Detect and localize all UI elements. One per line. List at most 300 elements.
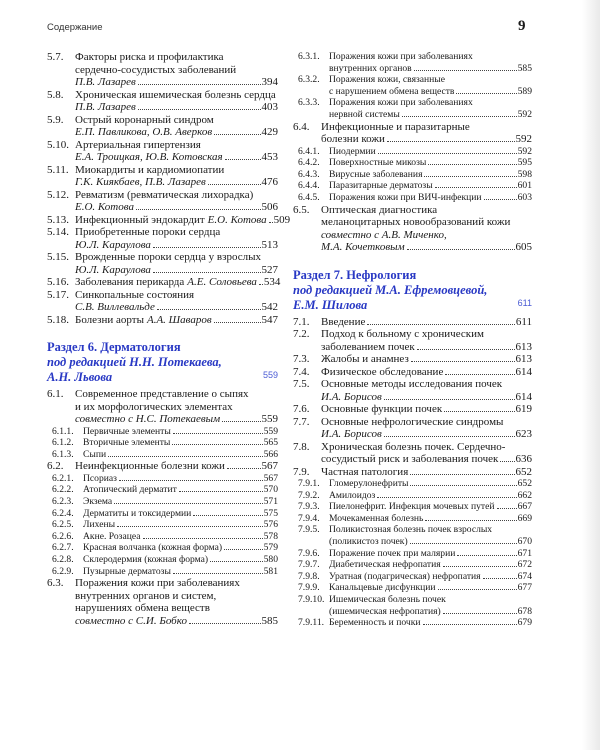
section-page: 611 — [517, 297, 532, 308]
running-title: Содержание — [47, 22, 103, 33]
entry-title: Врожденные пороки сердца у взрослых — [75, 251, 262, 263]
entry-number: 6.2.5. — [52, 519, 74, 531]
page-edge-shadow — [582, 0, 600, 750]
entry-title: Неинфекционные болезни кожи — [75, 460, 225, 473]
toc-line — [47, 164, 278, 177]
entry-title: с нарушением обмена веществ — [329, 85, 455, 97]
entry-page: 614 — [515, 365, 532, 378]
entry-title: Уратная (подагрическая) нефропатия — [329, 570, 481, 582]
toc-line — [293, 441, 532, 454]
toc-line — [293, 478, 532, 490]
entry-title: Инфекционные и паразитарные — [321, 120, 470, 133]
entry-number: 7.8. — [293, 440, 310, 453]
dot-leader — [384, 399, 515, 400]
toc-entry[interactable] — [293, 548, 532, 560]
entry-page: 589 — [517, 85, 532, 97]
toc-line — [47, 554, 278, 566]
toc-entry[interactable] — [47, 577, 278, 627]
dot-leader — [153, 272, 261, 273]
toc-entry[interactable] — [293, 328, 532, 353]
toc-entry[interactable] — [47, 566, 278, 578]
dot-leader — [225, 159, 261, 160]
entry-number: 7.9.1. — [298, 478, 320, 490]
entry-number: 7.9. — [293, 465, 310, 478]
dot-leader — [387, 141, 515, 142]
entry-number: 5.10. — [47, 138, 69, 151]
entry-title: сердечно-сосудистых заболеваний — [75, 63, 237, 76]
dot-leader — [138, 84, 261, 85]
toc-entry[interactable] — [293, 204, 532, 254]
toc-line — [47, 449, 278, 461]
dot-leader — [456, 93, 516, 94]
toc-entry[interactable] — [293, 192, 532, 204]
entry-page: 581 — [263, 565, 278, 577]
entry-title: нервной системы — [329, 108, 400, 120]
toc-line — [293, 86, 532, 98]
toc-entry[interactable] — [293, 501, 532, 513]
entry-page: 513 — [261, 238, 278, 251]
dot-leader — [117, 526, 263, 527]
entry-number: 7.9.11. — [298, 617, 325, 629]
entry-number: 6.1.3. — [52, 448, 74, 460]
entry-number: 7.2. — [293, 328, 310, 341]
entry-page: 567 — [263, 472, 278, 484]
entry-number: 6.2.6. — [52, 530, 74, 542]
toc-entry[interactable] — [293, 478, 532, 490]
toc-entry[interactable] — [47, 251, 278, 276]
dot-leader — [500, 461, 514, 462]
toc-entry[interactable] — [293, 571, 532, 583]
entry-number: 6.2.9. — [52, 565, 74, 577]
toc-entry[interactable] — [47, 531, 278, 543]
section-editors: под редакцией Н.Н. Потекаева, — [47, 355, 222, 369]
toc-line — [293, 353, 532, 366]
entry-author: Ю.Л. Караулова — [75, 263, 151, 276]
entry-number: 7.9.7. — [298, 559, 320, 571]
entry-page: 559 — [263, 425, 278, 437]
toc-entry[interactable] — [47, 388, 278, 426]
toc-entry[interactable] — [293, 416, 532, 441]
entry-page: 603 — [517, 191, 532, 203]
entry-title: меланоцитарных новообразований кожи — [321, 216, 511, 229]
entry-title: Ревматизм (ревматическая лихорадка) — [75, 188, 254, 201]
section-heading — [293, 268, 532, 313]
entry-title: Ишемическая болезнь почек — [329, 593, 446, 605]
dot-leader — [384, 436, 515, 437]
dot-leader — [172, 444, 262, 445]
entry-page: 575 — [263, 507, 278, 519]
entry-number: 6.4. — [293, 120, 310, 133]
toc-line — [293, 97, 532, 109]
toc-line — [47, 413, 278, 426]
entry-number: 6.1.1. — [52, 425, 74, 437]
entry-page: 672 — [517, 559, 532, 571]
toc-entry[interactable] — [47, 289, 278, 314]
toc-line — [47, 64, 278, 77]
entry-page: 585 — [517, 62, 532, 74]
entry-title: Современное представление о сыпях — [75, 388, 249, 400]
dot-leader — [378, 153, 517, 154]
entry-title: Частная патология — [321, 465, 409, 478]
dot-leader — [435, 187, 517, 188]
toc-entry[interactable] — [47, 508, 278, 520]
toc-entry[interactable] — [47, 189, 278, 214]
entry-number: 6.2. — [47, 460, 64, 473]
dot-leader — [425, 520, 516, 521]
entry-number: 7.5. — [293, 378, 310, 391]
toc-entry[interactable] — [293, 466, 532, 479]
dot-leader — [214, 134, 260, 135]
section-heading — [47, 340, 278, 385]
entry-page: 403 — [261, 101, 278, 113]
toc-entry[interactable] — [293, 146, 532, 158]
entry-page: 576 — [263, 519, 278, 531]
dot-leader — [153, 247, 261, 248]
toc-line — [47, 615, 278, 628]
entry-author: П.В. Лазарев — [75, 101, 136, 113]
entry-title: (поликистоз почек) — [329, 536, 408, 547]
dot-leader — [457, 555, 516, 556]
toc-line — [293, 133, 532, 146]
dot-leader — [208, 184, 261, 185]
entry-author: Е.О. Котова — [75, 201, 134, 213]
toc-line — [293, 241, 532, 254]
entry-number: 7.9.5. — [298, 524, 320, 536]
entry-page: 613 — [515, 340, 532, 353]
toc-entry[interactable] — [47, 460, 278, 473]
toc-entry[interactable] — [293, 121, 532, 146]
entry-number: 5.13. — [47, 213, 69, 226]
toc-entry[interactable] — [47, 437, 278, 449]
toc-entry[interactable] — [293, 169, 532, 181]
dot-leader — [108, 456, 262, 457]
entry-number: 6.3.2. — [298, 74, 320, 86]
entry-page: 566 — [263, 448, 278, 460]
entry-title: Паразитарные дерматозы — [329, 180, 433, 192]
toc-entry[interactable] — [293, 316, 532, 329]
toc-line — [47, 484, 278, 496]
toc-entry[interactable] — [47, 519, 278, 531]
toc-line — [47, 289, 278, 302]
toc-entry[interactable] — [47, 213, 291, 227]
entry-number: 5.15. — [47, 251, 69, 263]
toc-entry[interactable] — [293, 594, 532, 617]
dot-leader — [411, 361, 515, 362]
dot-leader — [410, 485, 516, 486]
entry-number: 7.3. — [293, 353, 310, 366]
entry-title: Оптическая диагностика — [321, 203, 438, 216]
toc-line — [47, 566, 278, 578]
entry-page: 652 — [517, 478, 532, 490]
toc-entry[interactable] — [293, 74, 532, 97]
dot-leader — [443, 566, 517, 567]
entry-page: 509 — [273, 213, 291, 226]
entry-page: 592 — [517, 108, 532, 120]
entry-page: 595 — [517, 157, 532, 169]
entry-number: 5.14. — [47, 226, 69, 238]
entry-number: 7.9.10. — [298, 593, 325, 605]
dot-leader — [179, 491, 263, 492]
entry-title: Поражения кожи при заболеваниях — [329, 51, 473, 62]
entry-title: Сыпи — [83, 448, 107, 460]
entry-number: 6.1.2. — [52, 437, 74, 449]
entry-number: 6.4.3. — [298, 168, 320, 180]
entry-title: Жалобы и анамнез — [321, 353, 409, 366]
toc-line — [47, 508, 278, 520]
entry-page: 614 — [515, 390, 532, 403]
toc-line — [293, 328, 532, 341]
entry-number: 7.9.9. — [298, 582, 320, 594]
entry-page: 534 — [263, 276, 281, 288]
toc-entry[interactable] — [47, 276, 281, 289]
toc-entry[interactable] — [47, 51, 278, 89]
entry-number: 6.2.8. — [52, 553, 74, 565]
entry-title: Поражение почек при малярии — [329, 547, 456, 559]
entry-title: внутренних органов — [329, 62, 412, 74]
toc-line — [293, 51, 532, 63]
toc-entry[interactable] — [293, 524, 532, 547]
entry-title: нарушениях обмена веществ — [75, 602, 210, 615]
entry-number: 6.3. — [47, 577, 64, 590]
entry-page: 671 — [517, 547, 532, 559]
toc-line — [293, 204, 532, 217]
entry-title: Хроническая ишемическая болезнь сердца — [75, 88, 276, 101]
toc-entry[interactable] — [293, 559, 532, 571]
entry-page: 547 — [261, 313, 278, 326]
toc-entry[interactable] — [47, 449, 278, 461]
toc-line — [47, 531, 278, 543]
toc-line — [293, 216, 532, 229]
entry-number: 7.9.2. — [298, 489, 320, 501]
dot-leader — [443, 613, 517, 614]
toc-entry[interactable] — [293, 157, 532, 169]
toc-entry[interactable] — [293, 180, 532, 192]
dot-leader — [259, 284, 263, 285]
dot-leader — [224, 549, 263, 550]
toc-line — [293, 229, 532, 242]
toc-line — [47, 189, 278, 202]
dot-leader — [444, 411, 514, 412]
toc-entry[interactable] — [293, 617, 532, 629]
toc-entry[interactable] — [47, 426, 278, 438]
entry-title: Миокардиты и кардиомиопатии — [75, 163, 225, 176]
toc-line — [293, 466, 532, 479]
toc-line — [293, 121, 532, 134]
entry-title: Физическое обследование — [321, 365, 444, 378]
entry-title: Факторы риска и профилактика — [75, 51, 224, 63]
entry-page: 613 — [515, 353, 532, 366]
toc-line — [47, 126, 278, 139]
dot-leader — [119, 480, 263, 481]
entry-number: 5.16. — [47, 276, 69, 288]
entry-number: 5.7. — [47, 51, 64, 63]
entry-page: 636 — [515, 453, 532, 466]
entry-page: 527 — [261, 263, 278, 276]
toc-line — [293, 180, 532, 192]
toc-entry[interactable] — [293, 353, 532, 366]
toc-line — [47, 577, 278, 590]
dot-leader — [377, 497, 516, 498]
toc-line — [293, 571, 532, 583]
dot-leader — [410, 543, 517, 544]
toc-line — [293, 513, 532, 525]
entry-author: Ю.Л. Караулова — [75, 238, 151, 251]
entry-title: Болезни аорты — [75, 313, 144, 326]
toc-line — [47, 519, 278, 531]
entry-number: 5.12. — [47, 188, 69, 201]
dot-leader — [417, 349, 515, 350]
dot-leader — [143, 538, 263, 539]
entry-author: совместно с С.И. Бобко — [75, 614, 187, 627]
entry-title: Острый коронарный синдром — [75, 113, 214, 126]
toc-entry[interactable] — [47, 226, 278, 251]
entry-title: Поверхностные микозы — [329, 157, 427, 169]
entry-title: Введение — [321, 315, 366, 328]
entry-title: и их морфологических элементах — [75, 400, 233, 413]
entry-page: 662 — [517, 489, 532, 501]
dot-leader — [484, 199, 517, 200]
entry-number: 7.9.6. — [298, 547, 320, 559]
entry-title: Мочекаменная болезнь — [329, 512, 424, 524]
toc-entry[interactable] — [47, 114, 278, 139]
toc-entry[interactable] — [293, 97, 532, 120]
toc-line — [47, 426, 278, 438]
entry-title: Акне. Розацеа — [83, 530, 141, 542]
dot-leader — [367, 324, 515, 325]
toc-line — [47, 590, 278, 603]
toc-entry[interactable] — [293, 51, 532, 74]
entry-number: 6.3.3. — [298, 97, 320, 109]
entry-number: 6.2.7. — [52, 542, 74, 554]
toc-line — [293, 453, 532, 466]
toc-line — [47, 473, 278, 485]
toc-line — [293, 403, 532, 416]
toc-line — [293, 428, 532, 441]
entry-page: 601 — [517, 180, 532, 192]
toc-line — [293, 341, 532, 354]
toc-line — [47, 101, 278, 114]
dot-leader — [269, 222, 273, 223]
entry-page: 592 — [515, 133, 532, 146]
entry-page: 598 — [517, 168, 532, 180]
dot-leader — [157, 309, 261, 310]
toc-line — [47, 251, 278, 264]
entry-title: Синкопальные состояния — [75, 288, 195, 301]
toc-line — [293, 524, 532, 536]
entry-title: Поражения кожи при заболеваниях — [329, 97, 473, 109]
entry-page: 571 — [263, 495, 278, 507]
entry-number: 6.2.4. — [52, 507, 74, 519]
toc-entry[interactable] — [47, 89, 278, 114]
entry-author: Е.А. Троицкая, Ю.В. Котовская — [75, 151, 223, 163]
entry-title: Гломерулонефриты — [329, 478, 409, 490]
entry-title: Поликистозная болезнь почек взрослых — [329, 524, 493, 536]
dot-leader — [414, 70, 517, 71]
toc-line — [47, 301, 278, 314]
toc-line — [47, 437, 278, 449]
entry-page: 559 — [261, 413, 278, 425]
entry-page: 476 — [261, 176, 278, 188]
toc-line — [47, 496, 278, 508]
toc-entry[interactable] — [47, 554, 278, 566]
toc-line — [293, 146, 532, 158]
entry-title: Амилоидоз — [329, 489, 376, 501]
entry-page: 677 — [517, 582, 532, 594]
dot-leader — [497, 508, 517, 509]
entry-page: 578 — [263, 530, 278, 542]
entry-number: 5.18. — [47, 313, 69, 326]
entry-title: Канальцевые дисфункции — [329, 582, 436, 594]
entry-page: 570 — [263, 484, 278, 496]
entry-number: 5.9. — [47, 113, 64, 126]
toc-line — [47, 51, 278, 64]
toc-entry[interactable] — [47, 542, 278, 554]
entry-number: 6.5. — [293, 203, 310, 216]
toc-entry[interactable] — [293, 441, 532, 466]
dot-leader — [138, 109, 261, 110]
toc-entry[interactable] — [293, 513, 532, 525]
entry-number: 5.11. — [47, 163, 69, 176]
entry-title: Вторичные элементы — [83, 437, 171, 449]
entry-author: А.Е. Соловьева — [187, 276, 257, 288]
section-title: Раздел 6. Дерматология — [47, 340, 181, 354]
entry-author: П.В. Лазарев — [75, 76, 136, 88]
entry-title: (ишемическая нефропатия) — [329, 605, 441, 617]
entry-title: Поражения кожи при ВИЧ-инфекции — [329, 191, 482, 203]
toc-entry[interactable] — [293, 403, 532, 416]
toc-line — [293, 606, 532, 618]
toc-line — [47, 176, 278, 189]
toc-line — [293, 157, 532, 169]
entry-number: 6.1. — [47, 388, 64, 400]
toc-entry[interactable] — [47, 314, 278, 327]
toc-entry[interactable] — [47, 164, 278, 189]
section-page: 559 — [262, 370, 278, 380]
toc-entry[interactable] — [293, 490, 532, 502]
toc-line — [293, 63, 532, 75]
entry-number: 7.7. — [293, 415, 310, 428]
entry-title: заболеванием почек — [321, 340, 415, 353]
toc-line — [47, 276, 281, 289]
entry-number: 6.2.1. — [52, 472, 74, 484]
toc-entry[interactable] — [293, 582, 532, 594]
toc-line — [293, 192, 532, 204]
toc-line — [293, 559, 532, 571]
dot-leader — [173, 573, 263, 574]
toc-entry[interactable] — [47, 473, 278, 485]
entry-title: Подход к больному с хроническим — [321, 328, 484, 341]
entry-author: А.А. Шаваров — [146, 313, 212, 326]
toc-line — [293, 316, 532, 329]
toc-entry[interactable] — [47, 139, 278, 164]
toc-line — [293, 74, 532, 86]
toc-line — [293, 416, 532, 429]
toc-entry[interactable] — [293, 378, 532, 403]
section-title: Раздел 7. Нефрология — [293, 267, 417, 282]
toc-entry[interactable] — [293, 366, 532, 379]
toc-line — [293, 536, 532, 548]
dot-leader — [210, 561, 262, 562]
entry-number: 6.4.5. — [298, 191, 320, 203]
entry-page: 506 — [261, 201, 278, 213]
toc-entry[interactable] — [47, 496, 278, 508]
entry-number: 5.17. — [47, 288, 69, 301]
entry-title: Основные методы исследования почек — [321, 378, 503, 391]
entry-author: Е.О. Котова — [207, 213, 267, 226]
entry-number: 6.2.3. — [52, 495, 74, 507]
dot-leader — [483, 578, 517, 579]
toc-entry[interactable] — [47, 484, 278, 496]
